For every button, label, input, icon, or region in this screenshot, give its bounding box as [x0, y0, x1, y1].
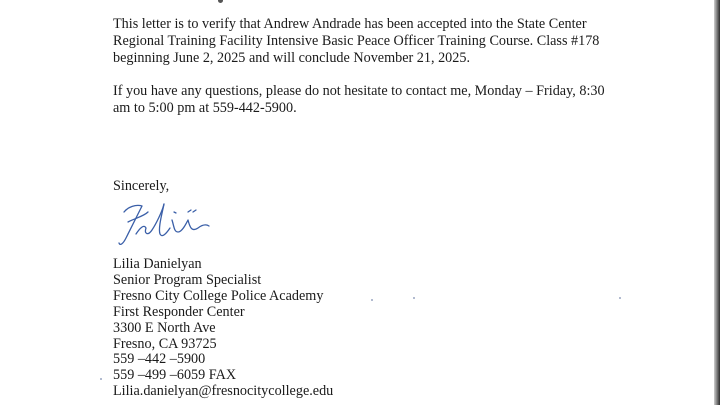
signer-phone: 559 –442 –5900 [113, 351, 206, 368]
signer-street: 3300 E North Ave [113, 319, 216, 336]
signer-fax: 559 –499 –6059 FAX [113, 367, 237, 384]
scan-edge-shadow [714, 0, 720, 405]
scan-mark [218, 0, 223, 3]
signer-organization: Fresno City College Police Academy [113, 287, 324, 304]
signer-email: Lilia.danielyan@fresnocitycollege.edu [113, 383, 334, 400]
scan-speck [619, 297, 621, 299]
signature-block [113, 257, 333, 400]
signer-center: First Responder Center [113, 303, 245, 320]
paragraph-line: If you have any questions, please do not hesitate to contact me, Monday – Friday, 8:30 [113, 83, 605, 99]
signer-title: Senior Program Specialist [113, 271, 262, 288]
paragraph-line: am to 5:00 pm at 559-442-5900. [113, 100, 297, 116]
paragraph-line: beginning June 2, 2025 and will conclude November 21, 2025. [113, 50, 470, 66]
scan-speck [413, 297, 415, 299]
acceptance-paragraph [113, 16, 599, 67]
scan-speck [100, 378, 102, 380]
paragraph-line: Regional Training Facility Intensive Basic Peace Officer Training Course. Class #178 [113, 33, 600, 49]
handwritten-signature [114, 198, 214, 250]
signer-city: Fresno, CA 93725 [113, 335, 217, 352]
closing-salutation: Sincerely, [113, 178, 170, 194]
scan-speck [371, 299, 373, 301]
contact-paragraph [113, 83, 605, 117]
paragraph-line: This letter is to verify that Andrew Andrade has been accepted into the State Center [113, 16, 587, 32]
signer-name: Lilia Danielyan [113, 256, 202, 272]
